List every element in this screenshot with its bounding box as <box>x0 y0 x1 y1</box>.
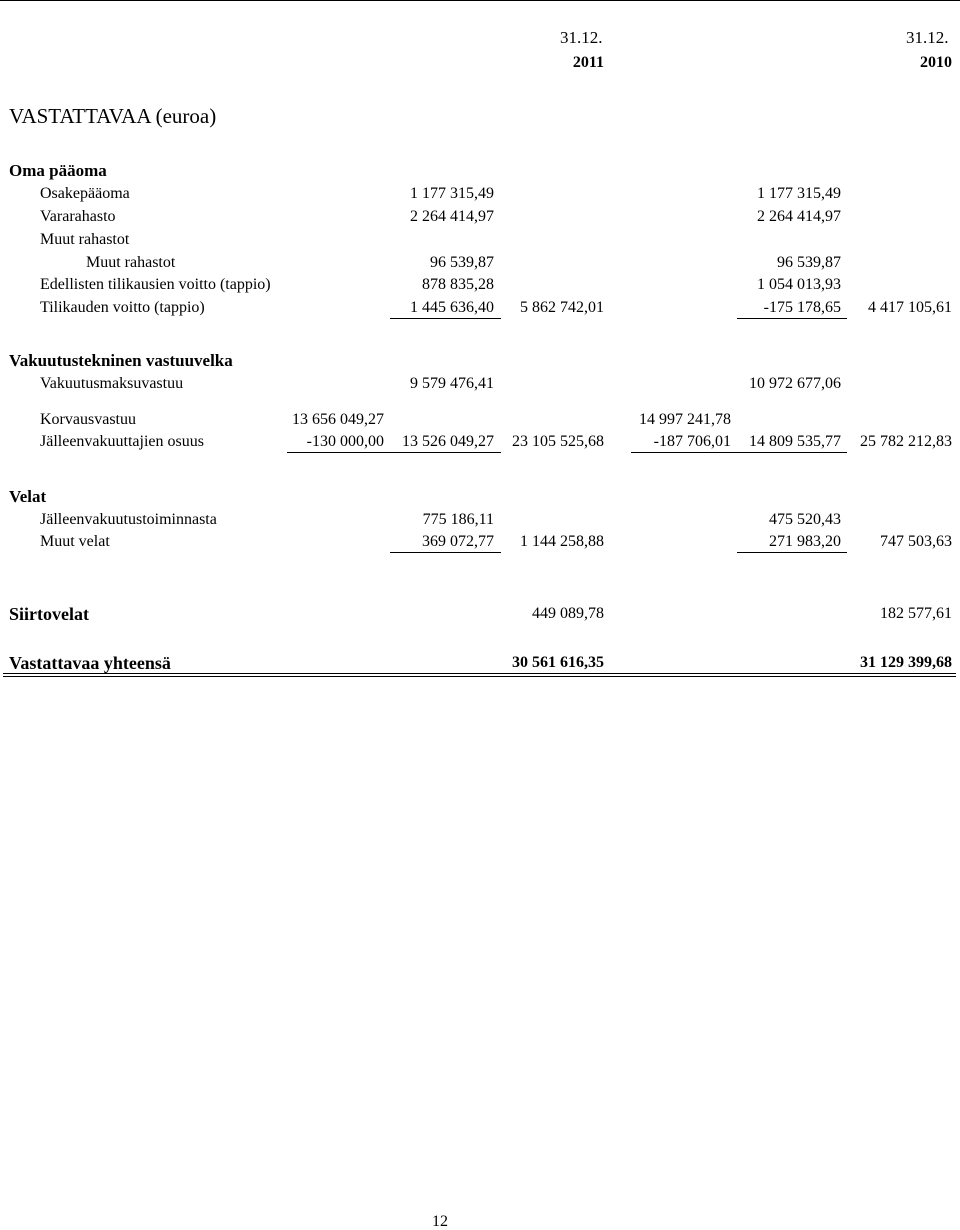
row-label-tilikauden: Tilikauden voitto (tappio) <box>40 299 205 316</box>
row-label-muut-rahastot: Muut rahastot <box>86 254 176 271</box>
row-label-muut-rahastot-group: Muut rahastot <box>40 231 130 248</box>
page-number: 12 <box>432 1213 448 1230</box>
row-label-korvausvastuu: Korvausvastuu <box>40 411 136 428</box>
underline-muut-velat-2011 <box>390 552 501 553</box>
value-muut-velat-2011: 369 072,77 <box>422 533 494 550</box>
section-heading-velat: Velat <box>9 487 47 506</box>
value-muut-rahastot-2010: 96 539,87 <box>777 254 841 271</box>
total-vastuuvelka-2010: 25 782 212,83 <box>860 433 952 450</box>
row-label-jalleen-osuus: Jälleenvakuuttajien osuus <box>40 433 204 450</box>
underline-tilikauden-2011 <box>390 318 501 319</box>
total-velat-2011: 1 144 258,88 <box>520 533 604 550</box>
row-label-siirtovelat: Siirtovelat <box>9 604 89 624</box>
total-vastuuvelka-2011: 23 105 525,68 <box>512 433 604 450</box>
section-heading-oma-paaoma: Oma pääoma <box>9 161 107 180</box>
row-label-vararahasto: Vararahasto <box>40 208 116 225</box>
value-osakepaaoma-2011: 1 177 315,49 <box>410 185 494 202</box>
value-tilikauden-2010: -175 178,65 <box>763 299 841 316</box>
row-label-edellisten: Edellisten tilikausien voitto (tappio) <box>40 276 271 293</box>
underline-subtotal-2011 <box>390 452 501 453</box>
value-muut-velat-2010: 271 983,20 <box>769 533 841 550</box>
value-maksuvastuu-2011: 9 579 476,41 <box>410 375 494 392</box>
value-vararahasto-2011: 2 264 414,97 <box>410 208 494 225</box>
value-korvausvastuu-2010: 14 997 241,78 <box>639 411 731 428</box>
value-jalleenvak-toiminnasta-2010: 475 520,43 <box>769 511 841 528</box>
grand-total-2010: 31 129 399,68 <box>860 654 952 671</box>
underline-jalleen-osuus-2010 <box>631 452 737 453</box>
value-vararahasto-2010: 2 264 414,97 <box>757 208 841 225</box>
value-korvausvastuu-2011: 13 656 049,27 <box>292 411 384 428</box>
underline-jalleen-osuus-2011 <box>287 452 390 453</box>
col-2010-year: 2010 <box>920 54 952 71</box>
underline-subtotal-2010 <box>737 452 847 453</box>
row-label-jalleenvak-toiminnasta: Jälleenvakuutustoiminnasta <box>40 511 217 528</box>
grand-total-double-rule <box>3 673 956 677</box>
value-edellisten-2011: 878 835,28 <box>422 276 494 293</box>
page-title: VASTATTAVAA (euroa) <box>9 104 217 128</box>
col-2010-date: 31.12. <box>906 28 949 47</box>
value-maksuvastuu-2010: 10 972 677,06 <box>749 375 841 392</box>
top-rule <box>0 0 960 1</box>
underline-tilikauden-2010 <box>737 318 847 319</box>
subtotal-korvausvastuu-2011: 13 526 049,27 <box>402 433 494 450</box>
value-edellisten-2010: 1 054 013,93 <box>757 276 841 293</box>
col-2011-date: 31.12. <box>560 28 603 47</box>
value-jalleen-osuus-2010: -187 706,01 <box>653 433 731 450</box>
value-osakepaaoma-2010: 1 177 315,49 <box>757 185 841 202</box>
total-velat-2010: 747 503,63 <box>880 533 952 550</box>
subtotal-korvausvastuu-2010: 14 809 535,77 <box>749 433 841 450</box>
value-muut-rahastot-2011: 96 539,87 <box>430 254 494 271</box>
value-jalleen-osuus-2011: -130 000,00 <box>306 433 384 450</box>
value-tilikauden-2011: 1 445 636,40 <box>410 299 494 316</box>
row-label-osakepaaoma: Osakepääoma <box>40 185 130 202</box>
row-label-yhteensa: Vastattavaa yhteensä <box>9 653 171 673</box>
grand-total-2011: 30 561 616,35 <box>512 654 604 671</box>
total-siirtovelat-2010: 182 577,61 <box>880 605 952 622</box>
underline-muut-velat-2010 <box>737 552 847 553</box>
value-jalleenvak-toiminnasta-2011: 775 186,11 <box>422 511 494 528</box>
col-2011-year: 2011 <box>572 54 604 71</box>
row-label-maksuvastuu: Vakuutusmaksuvastuu <box>40 375 184 392</box>
total-oma-paaoma-2011: 5 862 742,01 <box>520 299 604 316</box>
total-siirtovelat-2011: 449 089,78 <box>532 605 604 622</box>
row-label-muut-velat: Muut velat <box>40 533 110 550</box>
section-heading-vastuuvelka: Vakuutustekninen vastuuvelka <box>9 351 233 370</box>
total-oma-paaoma-2010: 4 417 105,61 <box>868 299 952 316</box>
